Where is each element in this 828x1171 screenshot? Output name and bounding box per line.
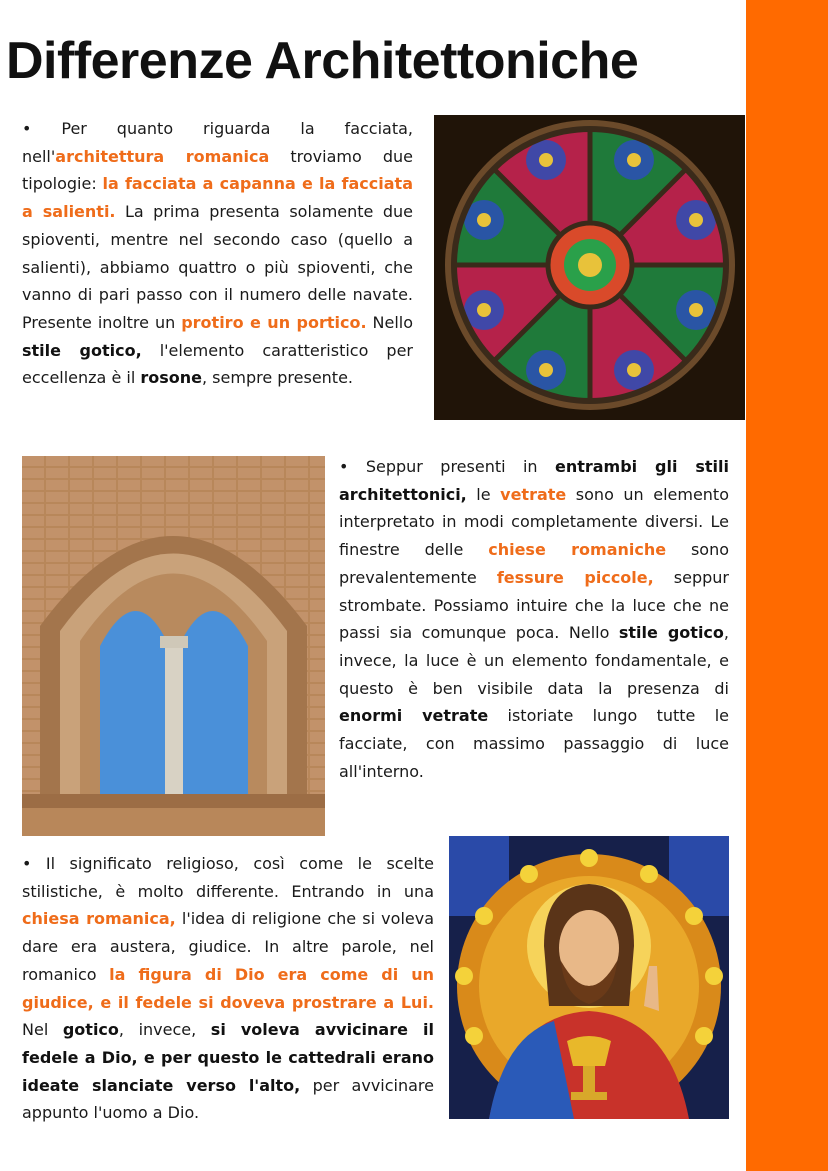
text-run: Nel [22, 1020, 63, 1040]
bold-stile-gotico: stile gotico [618, 623, 724, 643]
highlight-fessure-piccole: fessure piccole, [496, 567, 654, 587]
page-title: Differenze Architettoniche [6, 32, 639, 90]
text-run: troviamo due tipologie: [22, 146, 414, 194]
text-run: , sempre presente. [202, 368, 353, 388]
highlight-figura-di-dio: la figura di Dio era come di un giudice, e il fedele si doveva prostrare a Lui. [22, 964, 434, 1012]
arched-window-image [22, 456, 325, 836]
bold-stile-gotico: stile gotico, [22, 340, 142, 360]
rose-window-icon [434, 115, 745, 420]
paragraph-facciata [22, 115, 413, 392]
paragraph-vetrate [339, 453, 729, 785]
rose-window-image [434, 115, 745, 420]
arched-window-icon [22, 456, 325, 836]
text-run: • Seppur presenti in [339, 457, 555, 476]
text-run: , invece, [118, 1020, 211, 1040]
bold-entrambi-stili: entrambi gli stili architettonici, [339, 457, 729, 504]
text-run: istoriate lungo tutte le facciate, con massimo passaggio di luce all'interno. [339, 706, 730, 781]
text-run: le [466, 484, 501, 504]
text-run: l'idea di religione che si voleva dare era austera, giudice. In altre parole, nel romanico [22, 909, 435, 984]
text-run: , invece, la luce è un elemento fondamentale, e questo è ben visibile data la presenza di [339, 623, 729, 698]
highlight-chiese-romaniche: chiese romaniche [488, 540, 667, 560]
bold-avvicinare-fedele: si voleva avvicinare il fedele a Dio, e per questo le cattedrali erano ideate slanciate verso l'alto, [22, 1020, 435, 1095]
text-run: sono prevalentemente [339, 540, 730, 587]
text-run: Nello [366, 312, 413, 332]
text-run: • Il significato religioso, così come le scelte stilistiche, è molto differente. Entrando in una [22, 854, 434, 901]
highlight-vetrate: vetrate [500, 484, 567, 504]
text-run: per avvicinare appunto l'uomo a Dio. [22, 1075, 435, 1123]
text-run: La prima presenta solamente due spioventi, mentre nel secondo caso (quello a salienti), abbiamo quattro o più spioventi, che vanno di pari passo con il numero delle navate. Presente inoltre un [22, 202, 413, 332]
christ-stained-glass-image [449, 836, 729, 1119]
bold-rosone: rosone [140, 368, 202, 388]
bold-enormi-vetrate: enormi vetrate [339, 706, 489, 726]
bold-gotico: gotico [62, 1020, 119, 1040]
paragraph-significato-religioso [22, 850, 434, 1127]
christ-stained-glass-icon [449, 836, 729, 1119]
highlight-chiesa-romanica: chiesa romanica, [22, 909, 176, 929]
text-run: l'elemento caratteristico per eccellenza è il [22, 340, 413, 388]
highlight-protiro-portico: protiro e un portico. [181, 312, 367, 332]
highlight-architettura-romanica: architettura romanica [55, 146, 270, 166]
text-run: sono un elemento interpretato in modi completamente diversi. Le finestre delle [339, 484, 729, 560]
text-run: • Per quanto riguarda la facciata, nell' [22, 119, 413, 166]
highlight-facciata-tipologie: la facciata a capanna e la facciata a salienti. [22, 174, 413, 222]
text-run: seppur strombate. Possiamo intuire che la luce che ne passi sia comunque poca. Nello [339, 567, 729, 643]
orange-side-bar [746, 0, 828, 1171]
